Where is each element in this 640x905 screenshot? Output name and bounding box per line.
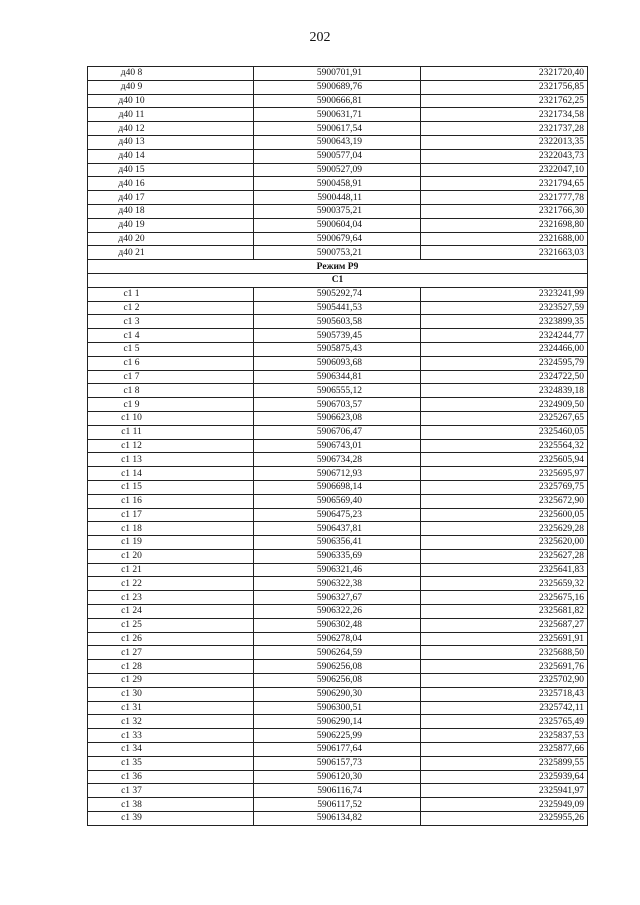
x-coordinate-cell: 5906177,64 xyxy=(254,743,421,757)
point-id-cell: с1 11 xyxy=(88,425,254,439)
x-coordinate-cell: 5900527,09 xyxy=(254,163,421,177)
table-row xyxy=(88,494,588,508)
y-coordinate-cell: 2325941,97 xyxy=(421,784,588,798)
point-id-cell: с1 25 xyxy=(88,618,254,632)
y-coordinate-cell: 2325659,32 xyxy=(421,577,588,591)
x-coordinate-cell: 5906321,46 xyxy=(254,563,421,577)
table-row xyxy=(88,743,588,757)
table-row xyxy=(88,687,588,701)
table-row xyxy=(88,232,588,246)
point-id-cell: с1 28 xyxy=(88,660,254,674)
point-id-cell: с1 2 xyxy=(88,301,254,315)
y-coordinate-cell: 2321766,30 xyxy=(421,204,588,218)
y-coordinate-cell: 2321698,80 xyxy=(421,218,588,232)
y-coordinate-cell: 2324466,00 xyxy=(421,342,588,356)
y-coordinate-cell: 2323241,99 xyxy=(421,287,588,301)
point-id-cell: с1 18 xyxy=(88,522,254,536)
y-coordinate-cell: 2322043,73 xyxy=(421,149,588,163)
x-coordinate-cell: 5906120,30 xyxy=(254,770,421,784)
point-id-cell: с1 21 xyxy=(88,563,254,577)
point-id-cell: с1 22 xyxy=(88,577,254,591)
y-coordinate-cell: 2321756,85 xyxy=(421,80,588,94)
x-coordinate-cell: 5906322,38 xyxy=(254,577,421,591)
x-coordinate-cell: 5906322,26 xyxy=(254,605,421,619)
x-coordinate-cell: 5906093,68 xyxy=(254,356,421,370)
y-coordinate-cell: 2325600,05 xyxy=(421,508,588,522)
x-coordinate-cell: 5905739,45 xyxy=(254,329,421,343)
y-coordinate-cell: 2325672,90 xyxy=(421,494,588,508)
x-coordinate-cell: 5900448,11 xyxy=(254,191,421,205)
x-coordinate-cell: 5906743,01 xyxy=(254,439,421,453)
point-id-cell: с1 33 xyxy=(88,729,254,743)
x-coordinate-cell: 5900643,19 xyxy=(254,135,421,149)
x-coordinate-cell: 5906344,81 xyxy=(254,370,421,384)
section-title: Режим Р9 xyxy=(88,260,588,274)
point-id-cell: с1 10 xyxy=(88,411,254,425)
table-row xyxy=(88,605,588,619)
y-coordinate-cell: 2325627,28 xyxy=(421,549,588,563)
table-row xyxy=(88,122,588,136)
y-coordinate-cell: 2321794,65 xyxy=(421,177,588,191)
point-id-cell: с1 31 xyxy=(88,701,254,715)
y-coordinate-cell: 2325629,28 xyxy=(421,522,588,536)
x-coordinate-cell: 5906278,04 xyxy=(254,632,421,646)
x-coordinate-cell: 5905875,43 xyxy=(254,342,421,356)
point-id-cell: с1 16 xyxy=(88,494,254,508)
y-coordinate-cell: 2322047,10 xyxy=(421,163,588,177)
x-coordinate-cell: 5906290,14 xyxy=(254,715,421,729)
table-row xyxy=(88,522,588,536)
y-coordinate-cell: 2321777,78 xyxy=(421,191,588,205)
y-coordinate-cell: 2324595,79 xyxy=(421,356,588,370)
y-coordinate-cell: 2323899,35 xyxy=(421,315,588,329)
x-coordinate-cell: 5906356,41 xyxy=(254,536,421,550)
x-coordinate-cell: 5900617,54 xyxy=(254,122,421,136)
table-row xyxy=(88,370,588,384)
x-coordinate-cell: 5900689,76 xyxy=(254,80,421,94)
y-coordinate-cell: 2324244,77 xyxy=(421,329,588,343)
point-id-cell: д40 8 xyxy=(88,67,254,81)
table-row xyxy=(88,715,588,729)
y-coordinate-cell: 2325564,32 xyxy=(421,439,588,453)
point-id-cell: д40 13 xyxy=(88,135,254,149)
coordinates-table xyxy=(87,66,588,826)
table-row xyxy=(88,287,588,301)
table-row xyxy=(88,218,588,232)
point-id-cell: с1 4 xyxy=(88,329,254,343)
table-row xyxy=(88,756,588,770)
table-row xyxy=(88,549,588,563)
point-id-cell: д40 10 xyxy=(88,94,254,108)
y-coordinate-cell: 2322013,35 xyxy=(421,135,588,149)
y-coordinate-cell: 2321663,03 xyxy=(421,246,588,260)
table-row xyxy=(88,729,588,743)
y-coordinate-cell: 2325687,27 xyxy=(421,618,588,632)
table-row xyxy=(88,770,588,784)
table-row xyxy=(88,425,588,439)
point-id-cell: с1 19 xyxy=(88,536,254,550)
x-coordinate-cell: 5906437,81 xyxy=(254,522,421,536)
x-coordinate-cell: 5906623,08 xyxy=(254,411,421,425)
table-row xyxy=(88,632,588,646)
point-id-cell: с1 7 xyxy=(88,370,254,384)
y-coordinate-cell: 2325605,94 xyxy=(421,453,588,467)
coordinates-block-d40 xyxy=(88,67,588,260)
y-coordinate-cell: 2325691,91 xyxy=(421,632,588,646)
point-id-cell: д40 17 xyxy=(88,191,254,205)
x-coordinate-cell: 5906300,51 xyxy=(254,701,421,715)
point-id-cell: с1 30 xyxy=(88,687,254,701)
x-coordinate-cell: 5906555,12 xyxy=(254,384,421,398)
y-coordinate-cell: 2325765,49 xyxy=(421,715,588,729)
point-id-cell: д40 9 xyxy=(88,80,254,94)
point-id-cell: с1 32 xyxy=(88,715,254,729)
x-coordinate-cell: 5906706,47 xyxy=(254,425,421,439)
y-coordinate-cell: 2325955,26 xyxy=(421,812,588,826)
point-id-cell: с1 1 xyxy=(88,287,254,301)
x-coordinate-cell: 5900666,81 xyxy=(254,94,421,108)
table-row xyxy=(88,398,588,412)
x-coordinate-cell: 5905292,74 xyxy=(254,287,421,301)
x-coordinate-cell: 5900577,04 xyxy=(254,149,421,163)
y-coordinate-cell: 2321737,28 xyxy=(421,122,588,136)
y-coordinate-cell: 2321734,58 xyxy=(421,108,588,122)
x-coordinate-cell: 5905603,58 xyxy=(254,315,421,329)
point-id-cell: с1 35 xyxy=(88,756,254,770)
point-id-cell: д40 12 xyxy=(88,122,254,136)
y-coordinate-cell: 2325702,90 xyxy=(421,674,588,688)
table-row xyxy=(88,80,588,94)
x-coordinate-cell: 5905441,53 xyxy=(254,301,421,315)
point-id-cell: с1 6 xyxy=(88,356,254,370)
table-row xyxy=(88,135,588,149)
point-id-cell: с1 26 xyxy=(88,632,254,646)
point-id-cell: с1 9 xyxy=(88,398,254,412)
page-number: 202 xyxy=(309,30,331,45)
point-id-cell: д40 19 xyxy=(88,218,254,232)
x-coordinate-cell: 5906225,99 xyxy=(254,729,421,743)
y-coordinate-cell: 2325691,76 xyxy=(421,660,588,674)
table-row xyxy=(88,536,588,550)
table-row xyxy=(88,480,588,494)
section-row xyxy=(88,260,588,274)
section-header-block xyxy=(88,260,588,288)
table-row xyxy=(88,342,588,356)
table-row xyxy=(88,177,588,191)
x-coordinate-cell: 5906256,08 xyxy=(254,674,421,688)
x-coordinate-cell: 5906698,14 xyxy=(254,480,421,494)
y-coordinate-cell: 2324839,18 xyxy=(421,384,588,398)
table-row xyxy=(88,439,588,453)
table-row xyxy=(88,356,588,370)
x-coordinate-cell: 5906712,93 xyxy=(254,467,421,481)
table-row xyxy=(88,453,588,467)
y-coordinate-cell: 2325675,16 xyxy=(421,591,588,605)
x-coordinate-cell: 5906117,52 xyxy=(254,798,421,812)
point-id-cell: д40 16 xyxy=(88,177,254,191)
point-id-cell: с1 36 xyxy=(88,770,254,784)
subsection-row xyxy=(88,273,588,287)
point-id-cell: с1 38 xyxy=(88,798,254,812)
point-id-cell: с1 14 xyxy=(88,467,254,481)
x-coordinate-cell: 5906703,57 xyxy=(254,398,421,412)
x-coordinate-cell: 5906335,69 xyxy=(254,549,421,563)
y-coordinate-cell: 2325742,11 xyxy=(421,701,588,715)
point-id-cell: д40 11 xyxy=(88,108,254,122)
y-coordinate-cell: 2321720,40 xyxy=(421,67,588,81)
table-row xyxy=(88,577,588,591)
subsection-title: С1 xyxy=(88,273,588,287)
table-row xyxy=(88,67,588,81)
table-row xyxy=(88,384,588,398)
x-coordinate-cell: 5900679,64 xyxy=(254,232,421,246)
table-row xyxy=(88,94,588,108)
y-coordinate-cell: 2325769,75 xyxy=(421,480,588,494)
point-id-cell: с1 34 xyxy=(88,743,254,757)
x-coordinate-cell: 5906116,74 xyxy=(254,784,421,798)
table-row xyxy=(88,784,588,798)
x-coordinate-cell: 5900753,21 xyxy=(254,246,421,260)
y-coordinate-cell: 2323527,59 xyxy=(421,301,588,315)
y-coordinate-cell: 2325837,53 xyxy=(421,729,588,743)
point-id-cell: с1 17 xyxy=(88,508,254,522)
table-row xyxy=(88,191,588,205)
point-id-cell: с1 24 xyxy=(88,605,254,619)
table-row xyxy=(88,149,588,163)
x-coordinate-cell: 5906256,08 xyxy=(254,660,421,674)
table-row xyxy=(88,467,588,481)
table-row xyxy=(88,701,588,715)
point-id-cell: с1 23 xyxy=(88,591,254,605)
table-row xyxy=(88,163,588,177)
table-row xyxy=(88,591,588,605)
x-coordinate-cell: 5900458,91 xyxy=(254,177,421,191)
point-id-cell: с1 3 xyxy=(88,315,254,329)
y-coordinate-cell: 2325688,50 xyxy=(421,646,588,660)
y-coordinate-cell: 2325939,64 xyxy=(421,770,588,784)
point-id-cell: с1 12 xyxy=(88,439,254,453)
y-coordinate-cell: 2321762,25 xyxy=(421,94,588,108)
point-id-cell: с1 20 xyxy=(88,549,254,563)
y-coordinate-cell: 2325641,83 xyxy=(421,563,588,577)
y-coordinate-cell: 2325949,09 xyxy=(421,798,588,812)
y-coordinate-cell: 2325899,55 xyxy=(421,756,588,770)
coordinates-block-c1 xyxy=(88,287,588,825)
x-coordinate-cell: 5906475,23 xyxy=(254,508,421,522)
table-row xyxy=(88,508,588,522)
y-coordinate-cell: 2325460,05 xyxy=(421,425,588,439)
table-row xyxy=(88,674,588,688)
y-coordinate-cell: 2325620,00 xyxy=(421,536,588,550)
point-id-cell: д40 14 xyxy=(88,149,254,163)
table-row xyxy=(88,660,588,674)
x-coordinate-cell: 5906157,73 xyxy=(254,756,421,770)
point-id-cell: с1 8 xyxy=(88,384,254,398)
point-id-cell: д40 20 xyxy=(88,232,254,246)
point-id-cell: д40 21 xyxy=(88,246,254,260)
y-coordinate-cell: 2324722,50 xyxy=(421,370,588,384)
y-coordinate-cell: 2325695,97 xyxy=(421,467,588,481)
x-coordinate-cell: 5900375,21 xyxy=(254,204,421,218)
table-row xyxy=(88,315,588,329)
x-coordinate-cell: 5906734,28 xyxy=(254,453,421,467)
point-id-cell: с1 15 xyxy=(88,480,254,494)
y-coordinate-cell: 2325681,82 xyxy=(421,605,588,619)
x-coordinate-cell: 5906569,40 xyxy=(254,494,421,508)
point-id-cell: с1 13 xyxy=(88,453,254,467)
table-row xyxy=(88,618,588,632)
table-row xyxy=(88,812,588,826)
x-coordinate-cell: 5900631,71 xyxy=(254,108,421,122)
point-id-cell: с1 27 xyxy=(88,646,254,660)
x-coordinate-cell: 5906264,59 xyxy=(254,646,421,660)
y-coordinate-cell: 2325718,43 xyxy=(421,687,588,701)
point-id-cell: с1 5 xyxy=(88,342,254,356)
point-id-cell: д40 18 xyxy=(88,204,254,218)
table-row xyxy=(88,301,588,315)
x-coordinate-cell: 5906134,82 xyxy=(254,812,421,826)
y-coordinate-cell: 2321688,00 xyxy=(421,232,588,246)
table-row xyxy=(88,329,588,343)
table-row xyxy=(88,411,588,425)
x-coordinate-cell: 5906290,30 xyxy=(254,687,421,701)
x-coordinate-cell: 5906302,48 xyxy=(254,618,421,632)
point-id-cell: с1 29 xyxy=(88,674,254,688)
x-coordinate-cell: 5900604,04 xyxy=(254,218,421,232)
y-coordinate-cell: 2325267,65 xyxy=(421,411,588,425)
point-id-cell: с1 37 xyxy=(88,784,254,798)
y-coordinate-cell: 2325877,66 xyxy=(421,743,588,757)
table-row xyxy=(88,563,588,577)
table-row xyxy=(88,646,588,660)
x-coordinate-cell: 5906327,67 xyxy=(254,591,421,605)
point-id-cell: д40 15 xyxy=(88,163,254,177)
table-row xyxy=(88,798,588,812)
table-row xyxy=(88,108,588,122)
table-row xyxy=(88,204,588,218)
table-row xyxy=(88,246,588,260)
x-coordinate-cell: 5900701,91 xyxy=(254,67,421,81)
point-id-cell: с1 39 xyxy=(88,812,254,826)
y-coordinate-cell: 2324909,50 xyxy=(421,398,588,412)
